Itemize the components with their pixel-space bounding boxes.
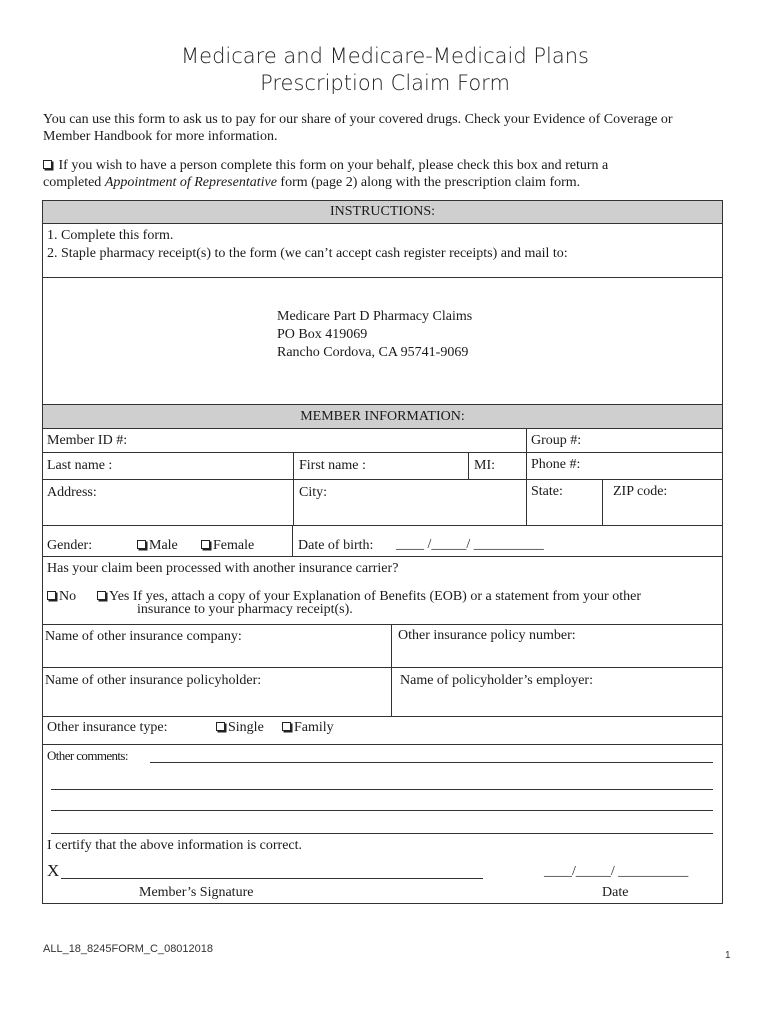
single-label: Single — [228, 720, 264, 735]
single-option[interactable] — [216, 720, 264, 736]
page-title-line-1: Medicare and Medicare-Medicaid Plans — [181, 44, 589, 68]
divider — [43, 223, 722, 224]
other-insurance-type-label: Other insurance type: — [47, 720, 168, 735]
female-label: Female — [213, 538, 255, 553]
divider — [43, 716, 722, 717]
appointment-of-representative-text: Appointment of Representative — [104, 175, 277, 190]
signature-date-field[interactable]: ____/_____/ __________ — [544, 864, 689, 879]
middle-initial-label: MI: — [474, 458, 495, 473]
instruction-1: 1. Complete this form. — [47, 228, 174, 243]
no-label: No — [59, 589, 77, 604]
page-number: 1 — [725, 950, 731, 961]
date-of-birth-field[interactable]: ____ /_____/ __________ — [396, 537, 544, 552]
rep-note-suffix: form (page 2) along with the prescription claim form. — [276, 175, 581, 190]
family-option[interactable] — [282, 720, 334, 736]
comments-line-4[interactable] — [51, 833, 713, 834]
mailing-address-line-3: Rancho Cordova, CA 95741-9069 — [277, 345, 469, 360]
date-of-birth-label: Date of birth: — [298, 538, 374, 553]
other-comments-label: Other comments: — [47, 748, 128, 763]
divider — [43, 556, 722, 557]
other-carrier-question: Has your claim been processed with another insurance carrier? — [47, 561, 399, 576]
group-number-label: Group #: — [531, 433, 582, 448]
divider — [43, 428, 722, 429]
member-information-header — [43, 405, 722, 428]
zip-code-label: ZIP code: — [613, 484, 668, 499]
member-id-label: Member ID #: — [47, 433, 128, 448]
divider — [43, 277, 722, 278]
page-title-line-2: Prescription Claim Form — [260, 71, 510, 95]
yes-label: Yes If yes, attach a copy of your Explanation of Benefits (EOB) or a statement from your other — [109, 589, 641, 604]
single-checkbox[interactable] — [216, 722, 225, 731]
divider — [468, 452, 469, 479]
yes-instruction-line-2: insurance to your pharmacy receipt(s). — [137, 602, 353, 617]
divider — [293, 452, 294, 525]
mailing-address-line-2: PO Box 419069 — [277, 327, 368, 342]
representative-note-line-2 — [43, 174, 580, 191]
comments-line-2[interactable] — [51, 789, 713, 790]
instructions-header — [43, 201, 722, 223]
rep-note-prefix: completed — [43, 175, 105, 190]
divider — [526, 452, 527, 525]
family-label: Family — [294, 720, 334, 735]
no-checkbox[interactable] — [47, 591, 56, 600]
signature-x-mark: X — [47, 861, 60, 880]
other-policy-number-label: Other insurance policy number: — [398, 628, 576, 643]
comments-line-3[interactable] — [51, 810, 713, 811]
divider — [43, 452, 722, 453]
male-checkbox[interactable] — [137, 540, 146, 549]
other-policyholder-label: Name of other insurance policyholder: — [45, 673, 262, 688]
divider — [43, 667, 722, 668]
representative-checkbox[interactable] — [43, 160, 52, 169]
intro-line-2: Member Handbook for more information. — [43, 129, 278, 144]
gender-label: Gender: — [47, 538, 93, 553]
form-code: ALL_18_8245FORM_C_08012018 — [43, 943, 214, 955]
representative-note-line-1 — [43, 157, 608, 174]
divider — [43, 525, 722, 526]
date-label: Date — [602, 885, 629, 900]
instructions-header-text: INSTRUCTIONS: — [329, 204, 435, 219]
female-option[interactable] — [201, 538, 254, 554]
instruction-2: 2. Staple pharmacy receipt(s) to the form (we can’t accept cash register receipts) and mail to: — [47, 246, 568, 261]
policyholder-employer-label: Name of policyholder’s employer: — [400, 673, 593, 688]
first-name-label: First name : — [299, 458, 366, 473]
member-signature-label: Member’s Signature — [139, 885, 254, 900]
divider — [602, 479, 603, 525]
male-label: Male — [149, 538, 178, 553]
family-checkbox[interactable] — [282, 722, 291, 731]
mailing-address-line-1: Medicare Part D Pharmacy Claims — [277, 309, 473, 324]
divider — [43, 744, 722, 745]
last-name-label: Last name : — [47, 458, 113, 473]
certification-statement: I certify that the above information is correct. — [47, 838, 303, 853]
male-option[interactable] — [137, 538, 178, 554]
divider — [43, 479, 722, 480]
divider — [526, 428, 527, 452]
female-checkbox[interactable] — [201, 540, 210, 549]
divider — [292, 525, 293, 556]
member-information-header-text: MEMBER INFORMATION: — [300, 409, 465, 424]
member-signature-line[interactable] — [61, 878, 483, 879]
divider — [43, 624, 722, 625]
representative-note-text: If you wish to have a person complete this form on your behalf, please check this box and return a — [58, 158, 609, 173]
divider — [391, 624, 392, 716]
address-label: Address: — [47, 485, 97, 500]
city-label: City: — [299, 485, 328, 500]
comments-line-1[interactable] — [150, 762, 713, 763]
intro-line-1: You can use this form to ask us to pay for our share of your covered drugs. Check your Evidence of Coverage or — [43, 112, 673, 127]
phone-label: Phone #: — [531, 457, 581, 472]
state-label: State: — [531, 484, 563, 499]
yes-checkbox[interactable] — [97, 591, 106, 600]
no-option[interactable] — [47, 589, 76, 605]
other-insurance-company-label: Name of other insurance company: — [45, 629, 242, 644]
